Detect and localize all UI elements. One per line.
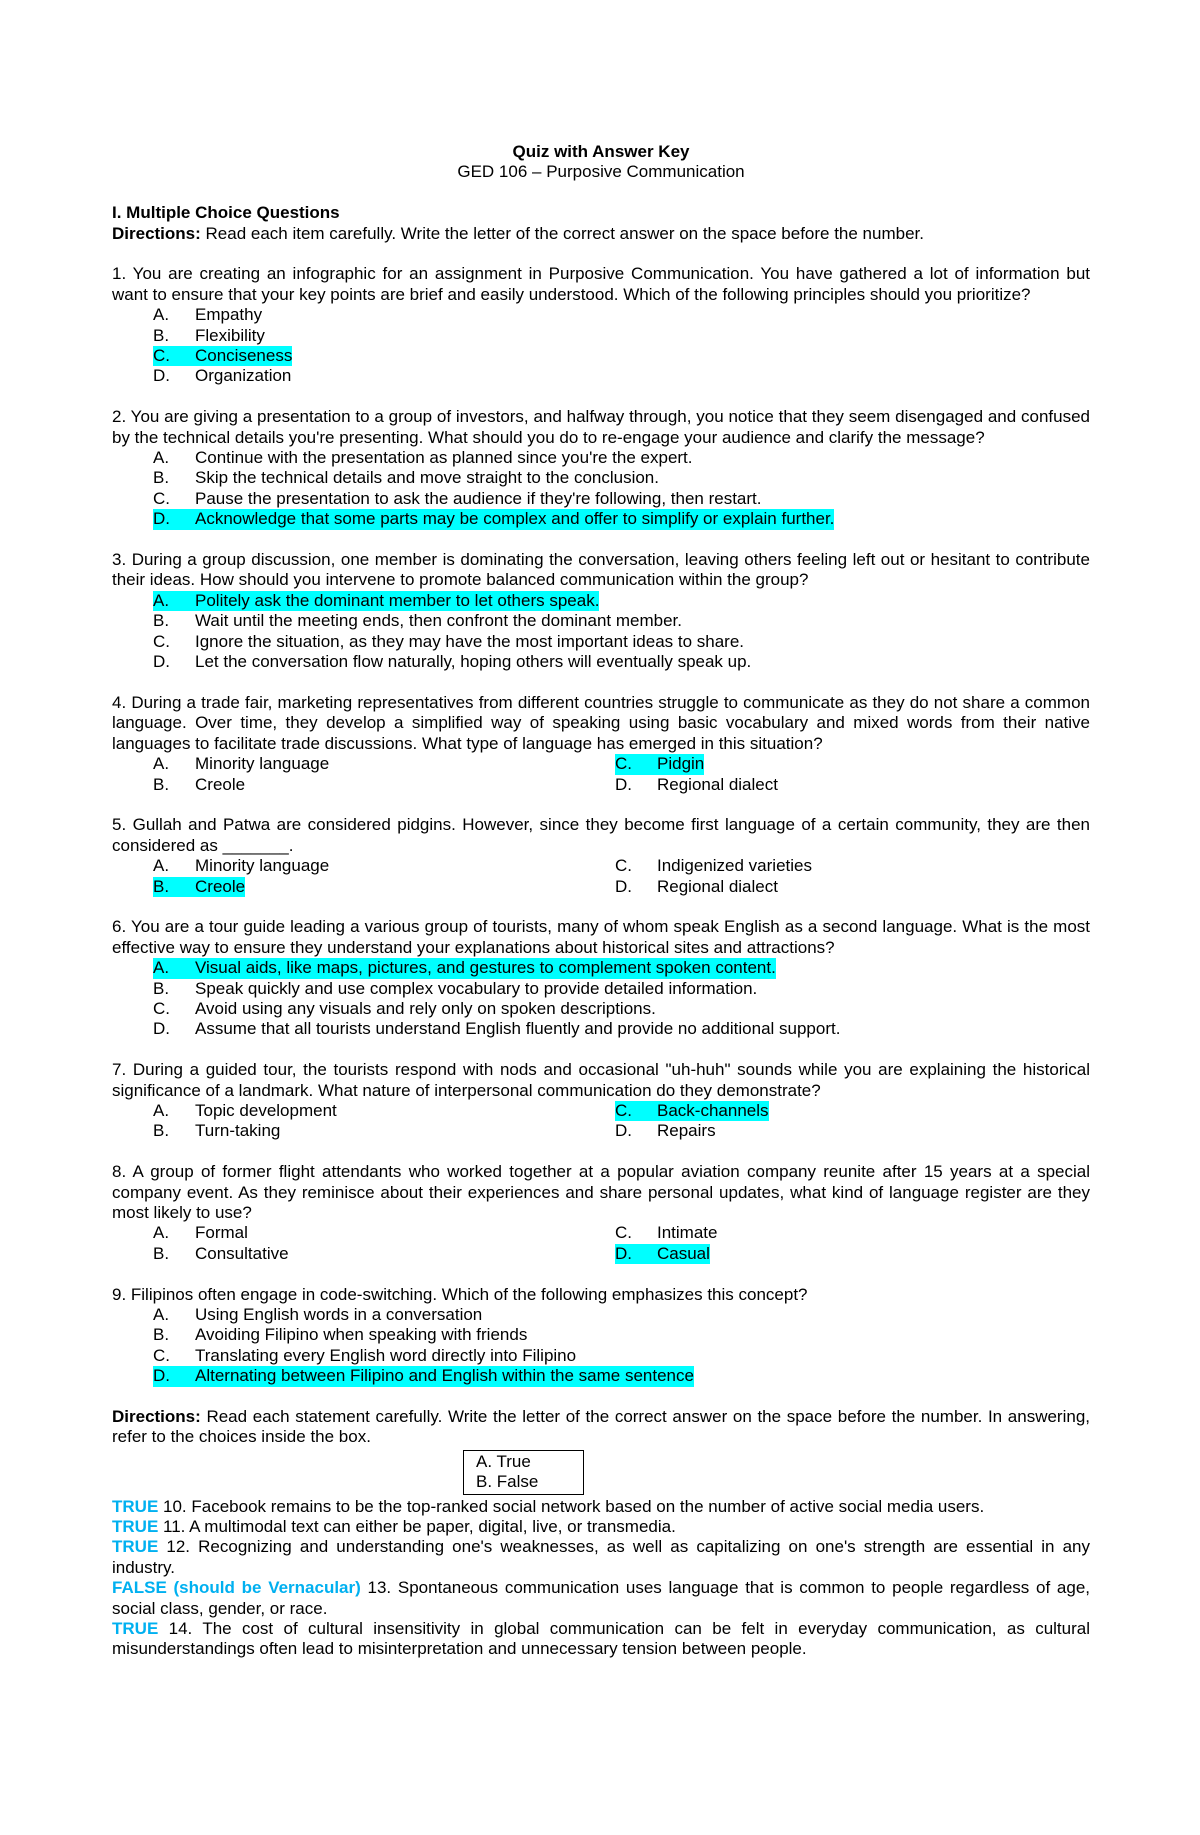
option-8d-answer: D. Casual — [615, 1243, 710, 1263]
option-4d: D. Regional dialect — [615, 774, 778, 794]
option-4b: B. Creole — [153, 774, 246, 794]
question-4: 4. During a trade fair, marketing representatives from different countries struggle to communicate as they do not share a common language. Over time, they develop a simplified way of speaking using basic vocabulary and mixed words from their native languages to facilitate trade discussions. What type of language has emerged in this situation? — [112, 692, 1090, 753]
tf-item-11: TRUE 11. A multimodal text can either be paper, digital, live, or transmedia. — [112, 1517, 676, 1537]
option-5d: D. Regional dialect — [615, 876, 778, 896]
option-7c-answer: C. Back-channels — [615, 1100, 769, 1120]
option-8a: A. Formal — [153, 1223, 248, 1243]
question-5: 5. Gullah and Patwa are considered pidgins. However, since they become first language of a certain community, they are then considered as _______. — [112, 815, 1090, 855]
option-5a: A. Minority language — [153, 856, 330, 876]
option-5b-answer: B. Creole — [153, 876, 246, 896]
option-4a: A. Minority language — [153, 754, 330, 774]
option-9d-answer: D. Alternating between Filipino and English within the same sentence — [153, 1366, 694, 1386]
option-6d: D. Assume that all tourists understand English fluently and provide no additional support. — [153, 1019, 841, 1039]
question-1: 1. You are creating an infographic for an assignment in Purposive Communication. You have gathered a lot of information but want to ensure that your key points are brief and easily understood. Which of the following principles should you prioritize? — [112, 264, 1090, 304]
question-7: 7. During a guided tour, the tourists respond with nods and occasional "uh-huh" sounds while you are explaining the historical significance of a landmark. What nature of interpersonal communication do they demonstrate? — [112, 1060, 1090, 1100]
option-9c: C. Translating every English word directly into Filipino — [153, 1345, 577, 1365]
answer-label: TRUE — [112, 1517, 159, 1537]
section-directions: Directions: Read each item carefully. Write the letter of the correct answer on the space before the number. — [112, 223, 924, 243]
choice-false: B. False — [476, 1472, 539, 1492]
section-heading: I. Multiple Choice Questions — [112, 203, 340, 223]
option-3d: D. Let the conversation flow naturally, hoping others will eventually speak up. — [153, 652, 752, 672]
option-5c: C. Indigenized varieties — [615, 856, 812, 876]
option-1b: B. Flexibility — [153, 325, 265, 345]
option-3a-answer: A. Politely ask the dominant member to let others speak. — [153, 590, 600, 610]
choice-true: A. True — [476, 1451, 531, 1471]
option-6b: B. Speak quickly and use complex vocabulary to provide detailed information. — [153, 978, 758, 998]
option-6a-answer: A. Visual aids, like maps, pictures, and gestures to complement spoken content. — [153, 958, 776, 978]
tf-item-13: FALSE (should be Vernacular) 13. Spontaneous communication uses language that is common to people regardless of age, social class, gender, or race. — [112, 1578, 1090, 1618]
answer-label: TRUE — [112, 1496, 159, 1516]
option-3c: C. Ignore the situation, as they may have the most important ideas to share. — [153, 631, 745, 651]
document-page — [112, 142, 1090, 1660]
option-1a: A. Empathy — [153, 305, 263, 325]
answer-label: TRUE — [112, 1619, 159, 1639]
option-9a: A. Using English words in a conversation — [153, 1305, 483, 1324]
option-6c: C. Avoid using any visuals and rely only on spoken descriptions. — [153, 998, 656, 1018]
option-1d: D. Organization — [153, 366, 292, 386]
document-subtitle: GED 106 – Purposive Communication — [457, 162, 745, 182]
option-7d: D. Repairs — [615, 1121, 716, 1141]
option-2d-answer: D. Acknowledge that some parts may be complex and offer to simplify or explain further. — [153, 509, 835, 529]
tf-item-14: TRUE 14. The cost of cultural insensitivity in global communication can be felt in everyday communication, as cultural misunderstandings often lead to misinterpretation and unnecessary tension between people. — [112, 1619, 1090, 1659]
option-8b: B. Consultative — [153, 1243, 289, 1263]
option-7a: A. Topic development — [153, 1100, 337, 1120]
answer-label: FALSE (should be Vernacular) — [112, 1578, 361, 1598]
option-8c: C. Intimate — [615, 1223, 718, 1243]
choices-box — [463, 1450, 584, 1495]
question-2: 2. You are giving a presentation to a group of investors, and halfway through, you notice that they seem disengaged and confused by the technical details you're presenting. What should you do to re-engage your audience and clarify the message? — [112, 407, 1090, 447]
option-2c: C. Pause the presentation to ask the audience if they're following, then restart. — [153, 488, 762, 508]
option-4c-answer: C. Pidgin — [615, 754, 705, 774]
question-8: 8. A group of former flight attendants who worked together at a popular aviation company reunite after 15 years at a special company event. As they reminisce about their experiences and share personal updates, what kind of language register are they most likely to use? — [112, 1162, 1090, 1222]
section2-directions: Directions: Read each statement carefully. Write the letter of the correct answer on the space before the number. In answering, refer to the choices inside the box. — [112, 1407, 1090, 1447]
option-1c-answer: C. Conciseness — [153, 346, 293, 366]
option-9b: B. Avoiding Filipino when speaking with friends — [153, 1325, 528, 1345]
option-7b: B. Turn-taking — [153, 1121, 281, 1141]
tf-item-10: TRUE 10. Facebook remains to be the top-ranked social network based on the number of active social media users. — [112, 1496, 985, 1516]
option-2a: A. Continue with the presentation as planned since you're the expert. — [153, 448, 693, 468]
question-3: 3. During a group discussion, one member is dominating the conversation, leaving others feeling left out or hesitant to contribute their ideas. How should you intervene to promote balanced communication within the group? — [112, 550, 1090, 590]
question-9: 9. Filipinos often engage in code-switching. Which of the following emphasizes this concept? — [112, 1284, 808, 1304]
document-title: Quiz with Answer Key — [512, 142, 690, 161]
answer-label: TRUE — [112, 1537, 159, 1557]
option-2b: B. Skip the technical details and move straight to the conclusion. — [153, 468, 659, 488]
question-6: 6. You are a tour guide leading a various group of tourists, many of whom speak English as a second language. What is the most effective way to ensure they understand your explanations about historical sites and attractions? — [112, 917, 1090, 957]
tf-item-12: TRUE 12. Recognizing and understanding one's weaknesses, as well as capitalizing on one's strength are essential in any industry. — [112, 1537, 1090, 1577]
option-3b: B. Wait until the meeting ends, then confront the dominant member. — [153, 611, 682, 631]
